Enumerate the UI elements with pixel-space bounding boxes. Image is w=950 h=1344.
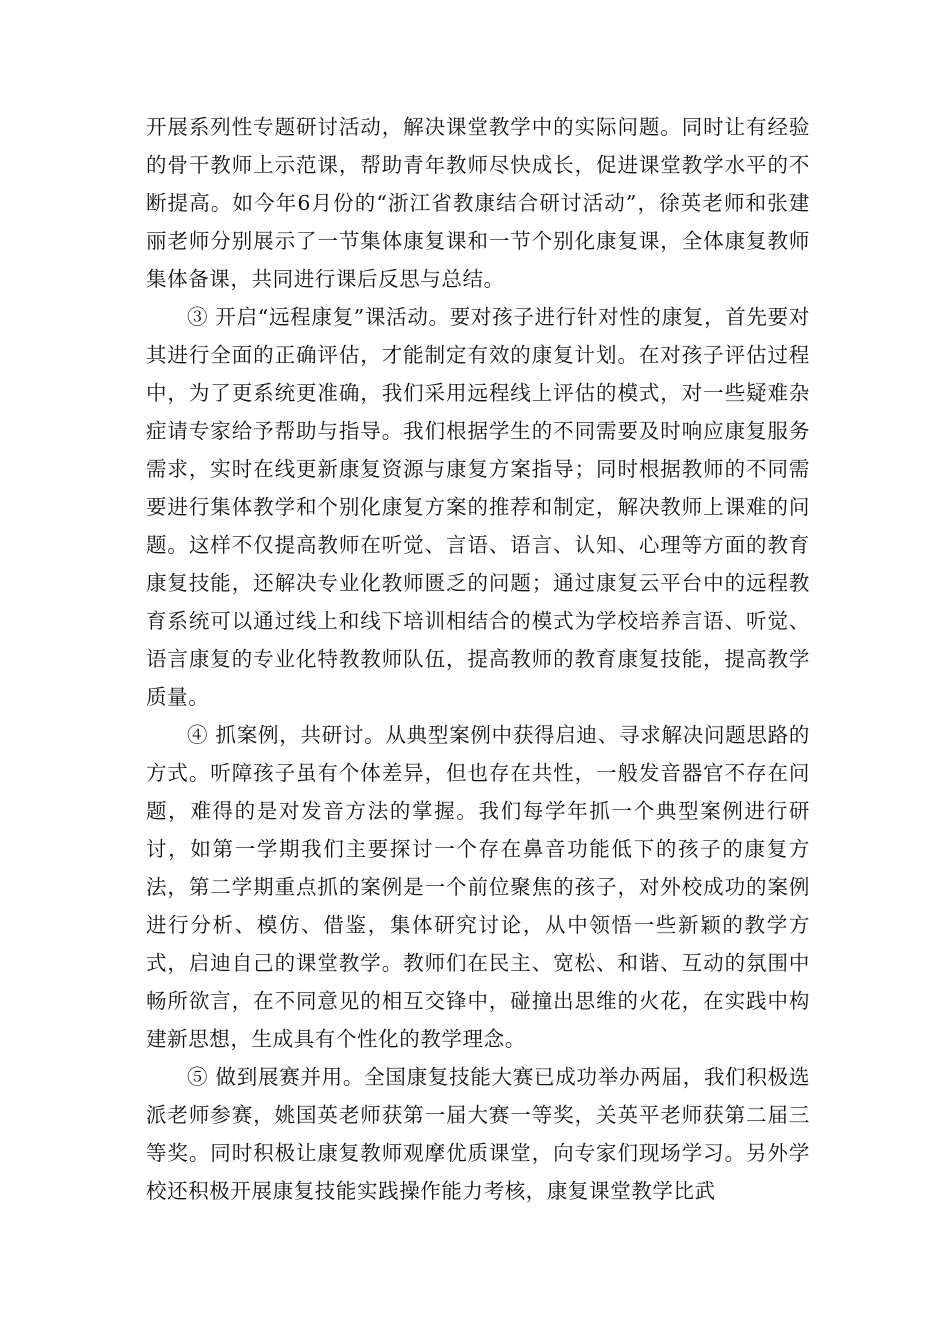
- document-body: [146, 108, 810, 1210]
- paragraph-competition: ⑤ 做到展赛并用。全国康复技能大赛已成功举办两届，我们积极选派老师参赛，姚国英老师获第一届大赛一等奖，关英平老师获第二届三等奖。同时积极让康复教师观摩优质课堂，向专家们现场学习。另外学校还积极开展康复技能实践操作能力考核，康复课堂教学比武: [146, 1065, 810, 1203]
- paragraph-remote-rehab: ③ 开启“远程康复”课活动。要对孩子进行针对性的康复，首先要对其进行全面的正确评估，才能制定有效的康复计划。在对孩子评估过程中，为了更系统更准确，我们采用远程线上评估的模式，对一些疑难杂症请专家给予帮助与指导。我们根据学生的不同需要及时响应康复服务需求，实时在线更新康复资源与康复方案指导；同时根据教师的不同需要进行集体教学和个别化康复方案的推荐和制定，解决教师上课难的问题。这样不仅提高教师在听觉、言语、语言、认知、心理等方面的教育康复技能，还解决专业化教师匮乏的问题；通过康复云平台中的远程教育系统可以通过线上和线下培训相结合的模式为学校培养言语、听觉、语言康复的专业化特教教师队伍，提高教师的教育康复技能，提高教学质量。: [146, 305, 810, 709]
- paragraph-case-study: ④ 抓案例，共研讨。从典型案例中获得启迪、寻求解决问题思路的方式。听障孩子虽有个体差异，但也存在共性，一般发音器官不存在问题，难得的是对发音方法的掌握。我们每学年抓一个典型案例进行研讨，如第一学期我们主要探讨一个存在鼻音功能低下的孩子的康复方法，第二学期重点抓的案例是一个前位聚焦的孩子，对外校成功的案例进行分析、模仿、借鉴，集体研究讨论，从中领悟一些新颖的教学方式，启迪自己的课堂教学。教师们在民主、宽松、和谐、互动的氛围中畅所欲言，在不同意见的相互交锋中，碰撞出思维的火花，在实践中构建新思想，生成具有个性化的教学理念。: [146, 723, 810, 1051]
- paragraph-continuation: 开展系列性专题研讨活动，解决课堂教学中的实际问题。同时让有经验的骨干教师上示范课，帮助青年教师尽快成长，促进课堂教学水平的不断提高。如今年6月份的“浙江省教康结合研讨活动”，徐英老师和张建丽老师分别展示了一节集体康复课和一节个别化康复课，全体康复教师集体备课，共同进行课后反思与总结。: [146, 115, 810, 291]
